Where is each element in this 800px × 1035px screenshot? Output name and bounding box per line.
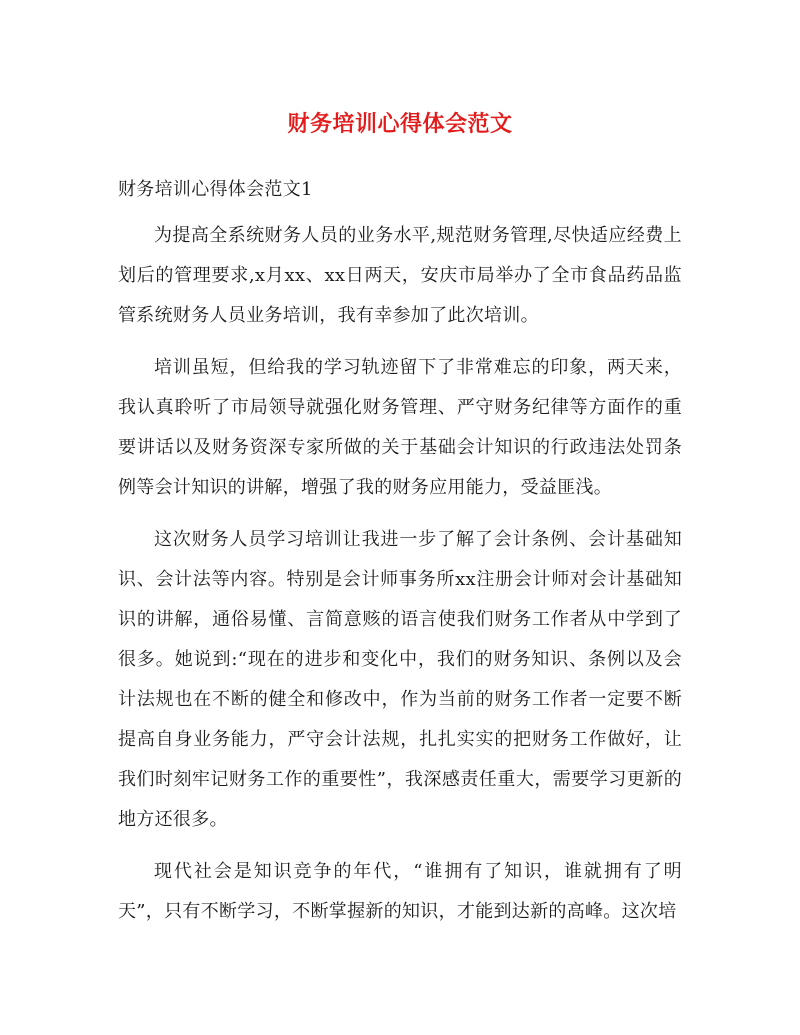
paragraph-1: 为提高全系统财务人员的业务水平,规范财务管理,尽快适应经费上划后的管理要求,x月xx、xx日两天，安庆市局举办了全市食品药品监管系统财务人员业务培训，我有幸参加了此次培训。 bbox=[118, 225, 682, 326]
paragraph-3: 这次财务人员学习培训让我进一步了解了会计条例、会计基础知识、会计法等内容。特别是会计师事务所xx注册会计师对会计基础知识的讲解，通俗易懂、言简意赅的语言使我们财务工作者从中学到了很多。她说到:“现在的进步和变化中，我们的财务知识、条例以及会计法规也在不断的健全和修改中，作为当前的财务工作者一定要不断提高自身业务能力，严守会计法规，扎扎实实的把财务工作做好，让我们时刻牢记财务工作的重要性”，我深感责任重大，需要学习更新的地方还很多。 bbox=[118, 529, 682, 830]
paragraph-4: 现代社会是知识竞争的年代，“谁拥有了知识，谁就拥有了明天”，只有不断学习，不断掌握新的知识，才能到达新的高峰。这次培 bbox=[118, 861, 682, 922]
paragraph-2: 培训虽短，但给我的学习轨迹留下了非常难忘的印象，两天来，我认真聆听了市局领导就强化财务管理、严守财务纪律等方面作的重要讲话以及财务资深专家所做的关于基础会计知识的行政违法处罚条例等会计知识的讲解，增强了我的财务应用能力，受益匪浅。 bbox=[118, 357, 682, 498]
document-title: 财务培训心得体会范文 bbox=[287, 111, 513, 137]
document-subtitle: 财务培训心得体会范文1 bbox=[118, 179, 313, 200]
